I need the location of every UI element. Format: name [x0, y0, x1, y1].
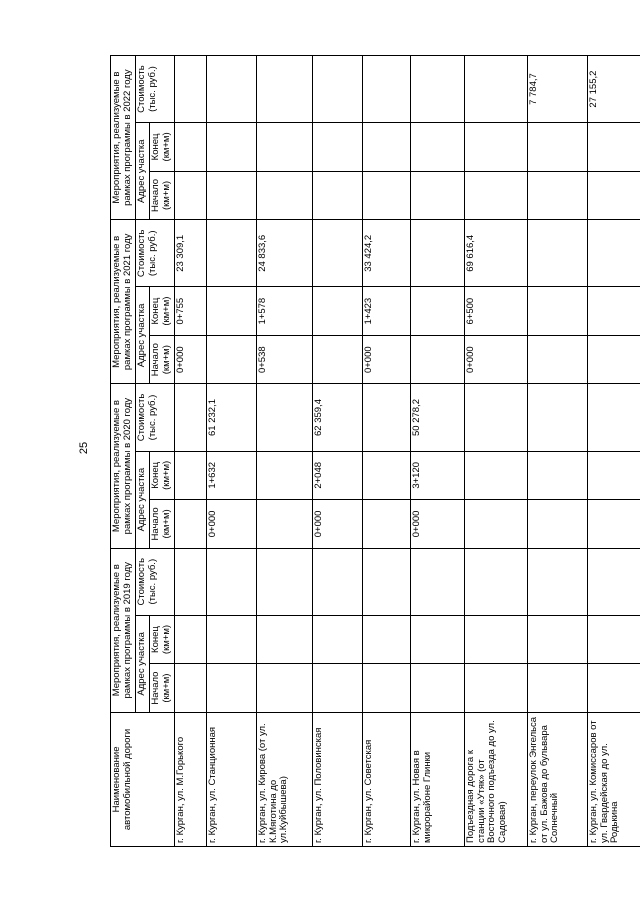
y2019-start-cell: [587, 664, 640, 713]
y2020-start-cell: 0+000: [206, 500, 256, 549]
header-end: Конец (км+м): [149, 287, 174, 336]
y2021-end-cell: [587, 287, 640, 336]
table-row: [587, 56, 640, 847]
y2020-start-cell: 0+000: [410, 500, 464, 549]
table-row: [312, 56, 362, 847]
y2020-end-cell: [256, 451, 312, 500]
header-end: Конец (км+м): [149, 451, 174, 500]
y2021-cost-cell: [527, 220, 587, 287]
y2022-cost-cell: [206, 56, 256, 123]
road-name-cell: г. Курган, ул. М.Горького: [174, 712, 206, 846]
y2022-end-cell: [464, 123, 527, 172]
y2020-start-cell: [362, 500, 410, 549]
y2019-end-cell: [464, 615, 527, 664]
y2021-start-cell: 0+538: [256, 335, 312, 384]
y2019-start-cell: [527, 664, 587, 713]
header-start: Начало (км+м): [149, 171, 174, 220]
road-name-cell: г. Курган, переулок Энгельса от ул. Бажова до бульвара Солнечный: [527, 712, 587, 846]
y2020-start-cell: 0+000: [312, 500, 362, 549]
y2020-end-cell: [464, 451, 527, 500]
y2022-start-cell: [174, 171, 206, 220]
y2022-start-cell: [464, 171, 527, 220]
header-cost: Стоимость (тыс. руб.): [135, 548, 174, 615]
y2021-start-cell: 0+000: [174, 335, 206, 384]
y2019-end-cell: [174, 615, 206, 664]
rotated-table-wrapper: [110, 55, 621, 847]
y2022-cost-cell: [256, 56, 312, 123]
y2021-end-cell: 1+423: [362, 287, 410, 336]
y2022-end-cell: [410, 123, 464, 172]
y2019-start-cell: [256, 664, 312, 713]
y2022-start-cell: [206, 171, 256, 220]
header-address: Адрес участка: [135, 615, 149, 712]
y2019-cost-cell: [410, 548, 464, 615]
y2019-end-cell: [256, 615, 312, 664]
header-address: Адрес участка: [135, 287, 149, 384]
y2019-start-cell: [464, 664, 527, 713]
y2022-end-cell: [206, 123, 256, 172]
header-end: Конец (км+м): [149, 615, 174, 664]
table-row: [174, 56, 206, 847]
y2020-end-cell: [174, 451, 206, 500]
road-name-cell: г. Курган, ул. Кирова (от ул. К.Мяготина до ул.Куйбышева): [256, 712, 312, 846]
y2022-start-cell: [362, 171, 410, 220]
y2019-cost-cell: [527, 548, 587, 615]
y2022-end-cell: [312, 123, 362, 172]
y2021-cost-cell: [206, 220, 256, 287]
y2020-cost-cell: 50 278,2: [410, 384, 464, 451]
road-name-cell: Подъездная дорога к станции «Утяк» (от Восточного подъезда до ул. Садовая): [464, 712, 527, 846]
y2020-cost-cell: [174, 384, 206, 451]
y2021-start-cell: [410, 335, 464, 384]
y2022-cost-cell: 27 155,2: [587, 56, 640, 123]
y2020-cost-cell: [464, 384, 527, 451]
road-name-cell: г. Курган, ул. Советская: [362, 712, 410, 846]
road-name-cell: г. Курган, ул. Половинская: [312, 712, 362, 846]
y2022-end-cell: [362, 123, 410, 172]
y2020-end-cell: 3+120: [410, 451, 464, 500]
y2022-start-cell: [256, 171, 312, 220]
y2022-end-cell: [587, 123, 640, 172]
table-row: [410, 56, 464, 847]
table-header: [111, 56, 175, 847]
y2022-start-cell: [587, 171, 640, 220]
y2021-end-cell: 1+578: [256, 287, 312, 336]
y2020-start-cell: [587, 500, 640, 549]
page-number: 25: [78, 441, 91, 455]
header-year-group: Мероприятия, реализуемые в рамках программы в 2019 году: [111, 548, 136, 712]
header-cost: Стоимость (тыс. руб.): [135, 220, 174, 287]
y2020-start-cell: [256, 500, 312, 549]
header-year-group: Мероприятия, реализуемые в рамках программы в 2020 году: [111, 384, 136, 548]
y2020-cost-cell: 62 359,4: [312, 384, 362, 451]
y2021-cost-cell: [410, 220, 464, 287]
y2019-end-cell: [527, 615, 587, 664]
header-start: Начало (км+м): [149, 335, 174, 384]
y2019-cost-cell: [362, 548, 410, 615]
y2021-start-cell: 0+000: [362, 335, 410, 384]
header-year-group: Мероприятия, реализуемые в рамках программы в 2022 году: [111, 56, 136, 220]
y2021-cost-cell: 33 424,2: [362, 220, 410, 287]
y2020-start-cell: [174, 500, 206, 549]
road-name-cell: г. Курган, ул. Комиссаров от ул. Гвардейская до ул. Родькина: [587, 712, 640, 846]
y2021-start-cell: [527, 335, 587, 384]
y2022-end-cell: [256, 123, 312, 172]
y2019-start-cell: [174, 664, 206, 713]
y2021-start-cell: [587, 335, 640, 384]
y2021-cost-cell: [587, 220, 640, 287]
y2019-start-cell: [206, 664, 256, 713]
y2022-end-cell: [174, 123, 206, 172]
y2021-cost-cell: 23 309,1: [174, 220, 206, 287]
y2019-cost-cell: [587, 548, 640, 615]
y2020-end-cell: 2+048: [312, 451, 362, 500]
y2020-end-cell: [587, 451, 640, 500]
y2019-end-cell: [410, 615, 464, 664]
header-row-groups: [111, 56, 136, 847]
y2019-cost-cell: [206, 548, 256, 615]
header-start: Начало (км+м): [149, 500, 174, 549]
header-end: Конец (км+м): [149, 123, 174, 172]
y2021-end-cell: 6+500: [464, 287, 527, 336]
y2020-start-cell: [527, 500, 587, 549]
y2021-end-cell: [527, 287, 587, 336]
y2019-start-cell: [312, 664, 362, 713]
y2020-cost-cell: [587, 384, 640, 451]
table-row: [464, 56, 527, 847]
y2022-cost-cell: [362, 56, 410, 123]
y2019-end-cell: [206, 615, 256, 664]
y2020-cost-cell: [256, 384, 312, 451]
y2021-end-cell: [206, 287, 256, 336]
header-start: Начало (км+м): [149, 664, 174, 713]
table-row: [256, 56, 312, 847]
table-row: [206, 56, 256, 847]
y2021-cost-cell: 69 616,4: [464, 220, 527, 287]
y2021-start-cell: [312, 335, 362, 384]
y2020-cost-cell: 61 232,1: [206, 384, 256, 451]
y2019-start-cell: [410, 664, 464, 713]
y2019-cost-cell: [464, 548, 527, 615]
y2022-start-cell: [312, 171, 362, 220]
y2020-start-cell: [464, 500, 527, 549]
y2021-start-cell: [206, 335, 256, 384]
header-year-group: Мероприятия, реализуемые в рамках программы в 2021 году: [111, 220, 136, 384]
y2022-cost-cell: [410, 56, 464, 123]
y2019-end-cell: [587, 615, 640, 664]
y2020-cost-cell: [362, 384, 410, 451]
y2021-cost-cell: 24 833,6: [256, 220, 312, 287]
y2022-end-cell: [527, 123, 587, 172]
y2021-end-cell: [312, 287, 362, 336]
y2021-cost-cell: [312, 220, 362, 287]
table-row: [527, 56, 587, 847]
table-row: [362, 56, 410, 847]
y2022-cost-cell: [312, 56, 362, 123]
header-address: Адрес участка: [135, 451, 149, 548]
y2020-end-cell: [362, 451, 410, 500]
y2021-end-cell: 0+755: [174, 287, 206, 336]
y2022-cost-cell: [174, 56, 206, 123]
y2020-end-cell: 1+632: [206, 451, 256, 500]
header-cost: Стоимость (тыс. руб.): [135, 56, 174, 123]
y2020-end-cell: [527, 451, 587, 500]
y2019-cost-cell: [256, 548, 312, 615]
y2021-start-cell: 0+000: [464, 335, 527, 384]
y2022-start-cell: [527, 171, 587, 220]
road-name-cell: г. Курган, ул. Новая в микрорайоне Глинки: [410, 712, 464, 846]
y2022-start-cell: [410, 171, 464, 220]
y2019-end-cell: [362, 615, 410, 664]
y2022-cost-cell: 7 784,7: [527, 56, 587, 123]
road-program-table: [110, 55, 640, 847]
header-road-name: Наименование автомобильной дороги: [111, 712, 175, 846]
road-name-cell: г. Курган, ул. Станционная: [206, 712, 256, 846]
y2019-start-cell: [362, 664, 410, 713]
y2021-end-cell: [410, 287, 464, 336]
y2022-cost-cell: [464, 56, 527, 123]
header-cost: Стоимость (тыс. руб.): [135, 384, 174, 451]
y2019-cost-cell: [312, 548, 362, 615]
y2020-cost-cell: [527, 384, 587, 451]
table-body: [174, 56, 640, 847]
header-address: Адрес участка: [135, 123, 149, 220]
y2019-cost-cell: [174, 548, 206, 615]
y2019-end-cell: [312, 615, 362, 664]
